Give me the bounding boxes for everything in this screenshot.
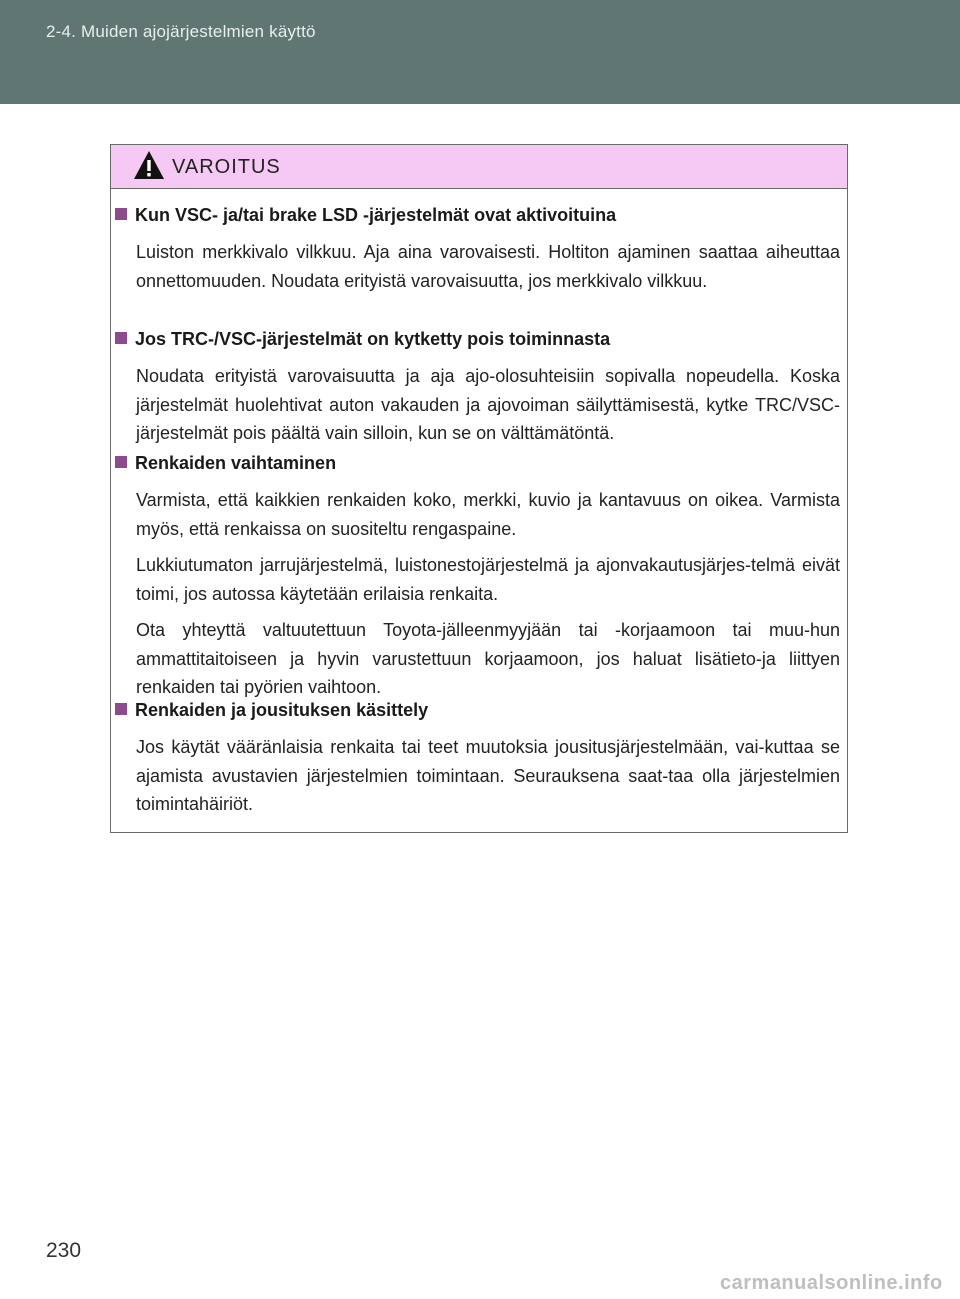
square-bullet-icon xyxy=(115,208,127,220)
watermark: carmanualsonline.info xyxy=(720,1272,943,1294)
section-heading-tire-change: Renkaiden vaihtaminen xyxy=(115,453,336,474)
warning-box xyxy=(110,144,848,833)
section-heading-vsc-brake-lsd: Kun VSC- ja/tai brake LSD -järjestelmät ovat aktivoituina xyxy=(115,205,616,226)
paragraph: Varmista, että kaikkien renkaiden koko, merkki, kuvio ja kantavuus on oikea. Varmista myös, että renkaissa on suositeltu rengaspaine. xyxy=(136,490,840,539)
warning-triangle-icon xyxy=(133,149,165,181)
warning-header xyxy=(111,145,847,189)
section-heading-tire-suspension-handling: Renkaiden ja jousituksen käsittely xyxy=(115,700,428,721)
paragraph: Ota yhteyttä valtuutettuun Toyota-jälleenmyyjään tai -korjaamoon tai muu-hun ammattitaitoiseen ja hyvin varustettuun korjaamoon, jos haluat lisätieto-ja liittyen renkaiden tai pyörien vaihtoon. xyxy=(136,620,840,697)
warning-title: VAROITUS xyxy=(172,156,281,178)
paragraph: Jos käytät vääränlaisia renkaita tai teet muutoksia jousitusjärjestelmään, vai-kuttaa se ajamista avustavien järjestelmien toimintaan. Seurauksena saat-taa olla järjestelmien toimintahäiriöt. xyxy=(136,737,840,814)
paragraph: Noudata erityistä varovaisuutta ja aja ajo-olosuhteisiin sopivalla nopeudella. Koska järjestelmät huolehtivat auton vakauden ja ajovoiman säilyttämisestä, kytke TRC/VSC-järjestelmät pois päältä vain silloin, kun se on välttämätöntä. xyxy=(136,366,840,443)
paragraph: Lukkiutumaton jarrujärjestelmä, luistonestojärjestelmä ja ajonvakautusjärjes-telmä eivät toimi, jos autossa käytetään erilaisia renkaita. xyxy=(136,555,840,604)
paragraph: Luiston merkkivalo vilkkuu. Aja aina varovaisesti. Holtiton ajaminen saattaa aiheuttaa onnettomuuden. Noudata erityistä varovaisuutta, jos merkkivalo vilkkuu. xyxy=(136,242,840,291)
square-bullet-icon xyxy=(115,703,127,715)
page-number: 230 xyxy=(46,1239,82,1262)
square-bullet-icon xyxy=(115,332,127,344)
square-bullet-icon xyxy=(115,456,127,468)
header-band xyxy=(0,0,960,104)
section-heading-trc-vsc-off: Jos TRC-/VSC-järjestelmät on kytketty pois toiminnasta xyxy=(115,329,610,350)
section-title: 2-4. Muiden ajojärjestelmien käyttö xyxy=(46,22,316,41)
